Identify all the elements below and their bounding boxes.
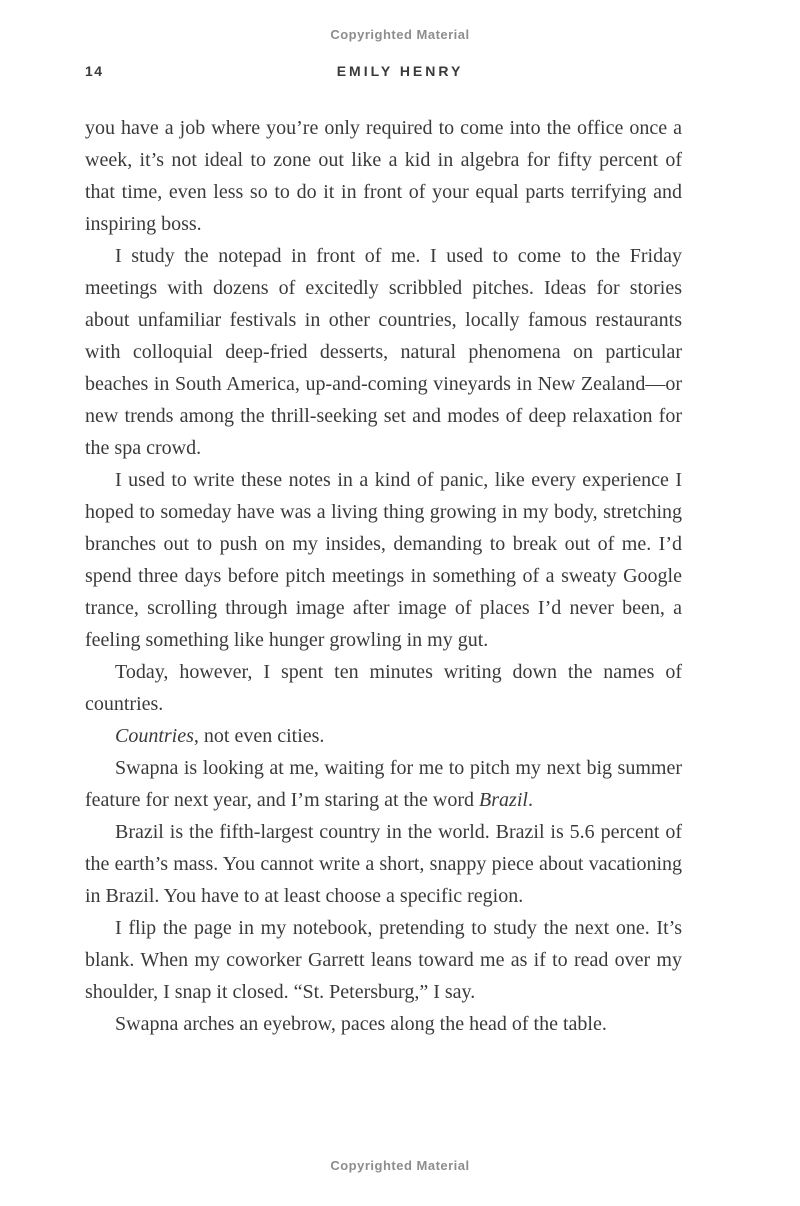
copyright-notice-top: Copyrighted Material	[330, 27, 470, 42]
text-segment: .	[527, 789, 533, 811]
text-segment: I flip the page in my notebook, pretending to study the next one. It’s blank. When my coworker Garrett leans toward me as if to read over my shoulder, I snap it closed. “St. Petersburg,” I say.	[85, 917, 682, 1003]
paragraph	[85, 112, 682, 240]
paragraph	[85, 656, 682, 720]
paragraph	[85, 240, 682, 464]
paragraph	[85, 464, 682, 656]
text-segment: I study the notepad in front of me. I used to come to the Friday meetings with dozens of excitedly scribbled pitches. Ideas for stories about unfamiliar festivals in other countries, locally famous restaurants with colloquial deep-fried desserts, natural phenomena on particular beaches in South America, up-and-coming vineyards in New Zealand—or new trends among the thrill-seeking set and modes of deep relaxation for the spa crowd.	[85, 245, 682, 459]
text-segment: you have a job where you’re only required to come into the office once a week, it’s not ideal to zone out like a kid in algebra for fifty percent of that time, even less so to do it in front of your equal parts terrifying and inspiring boss.	[85, 117, 682, 235]
page-number: 14	[85, 63, 104, 79]
text-segment: Swapna is looking at me, waiting for me to pitch my next big summer feature for next year, and I’m staring at the word	[85, 757, 682, 811]
paragraph	[85, 1008, 682, 1040]
text-segment: Today, however, I spent ten minutes writing down the names of countries.	[85, 661, 682, 715]
body-text	[85, 112, 682, 1040]
italic-text-segment: Brazil	[479, 789, 528, 811]
paragraph	[85, 816, 682, 912]
text-segment: Swapna arches an eyebrow, paces along the head of the table.	[115, 1013, 607, 1035]
paragraph	[85, 912, 682, 1008]
text-segment: I used to write these notes in a kind of panic, like every experience I hoped to someday have was a living thing growing in my body, stretching branches out to push on my insides, demanding to break out of me. I’d spend three days before pitch meetings in something of a sweaty Google trance, scrolling through image after image of places I’d never been, a feeling something like hunger growling in my gut.	[85, 469, 682, 651]
text-segment: Brazil is the fifth-largest country in the world. Brazil is 5.6 percent of the earth’s mass. You cannot write a short, snappy piece about vacationing in Brazil. You have to at least choose a specific region.	[85, 821, 682, 907]
italic-text-segment: Countries	[115, 725, 194, 747]
paragraph	[85, 752, 682, 816]
running-header-author: EMILY HENRY	[336, 63, 464, 79]
copyright-notice-bottom: Copyrighted Material	[330, 1158, 470, 1173]
text-segment: , not even cities.	[193, 725, 325, 747]
paragraph	[85, 720, 682, 752]
